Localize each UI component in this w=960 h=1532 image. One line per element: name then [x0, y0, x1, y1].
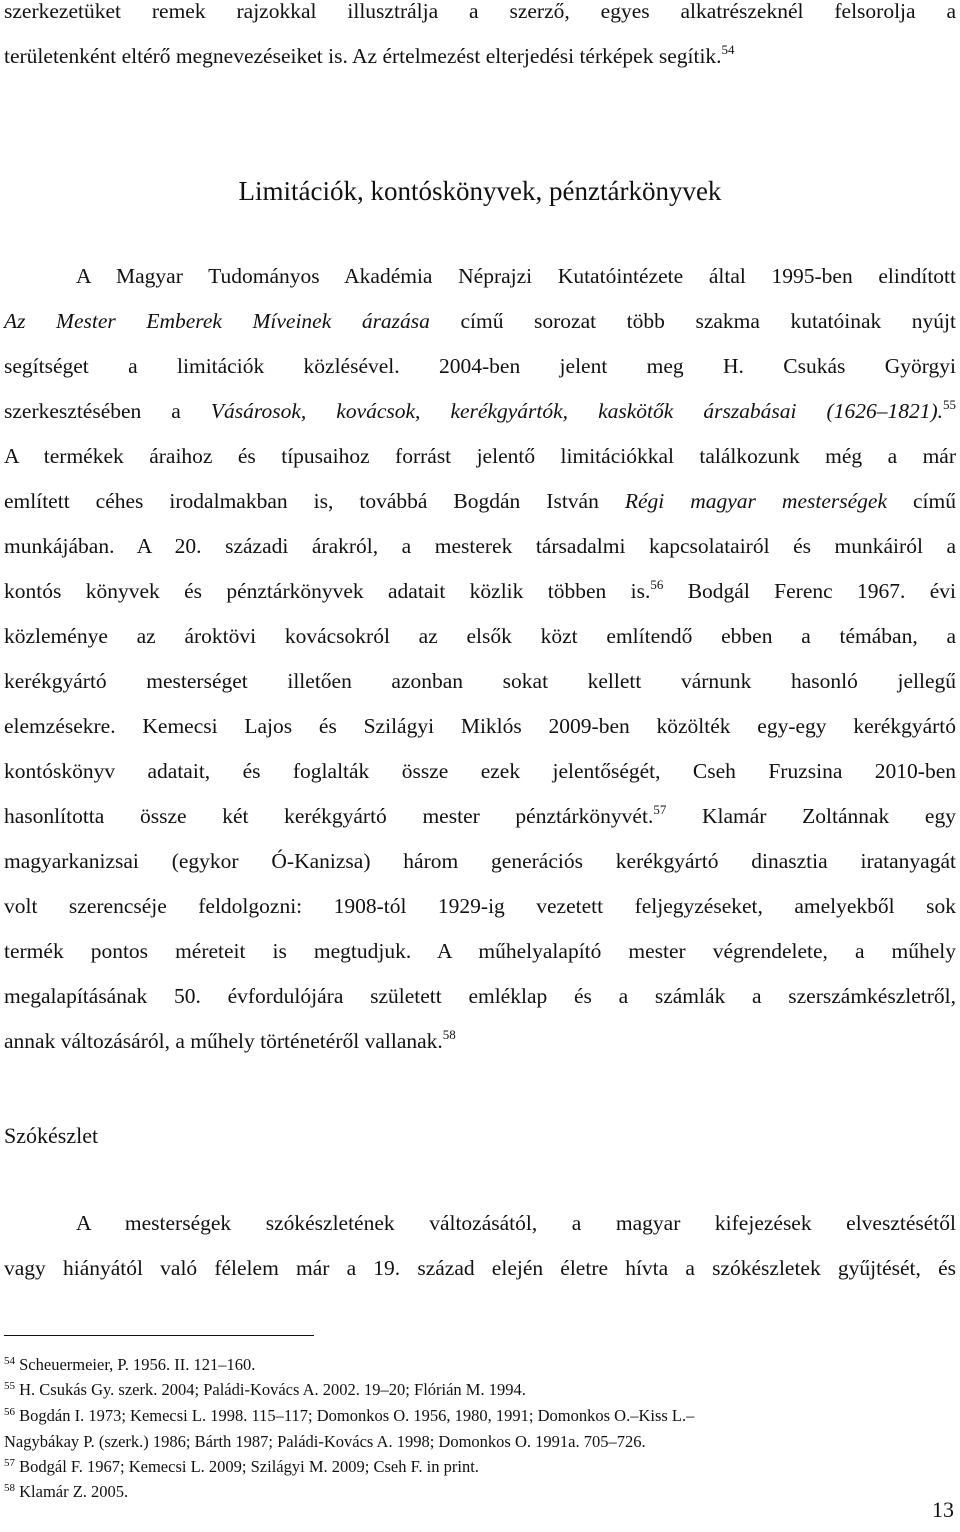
text-line: termék pontos méreteit is megtudjuk. A műhelyalapító mester végrendelete, a műhely: [4, 939, 956, 963]
text-run: Klamár Zoltánnak egy: [666, 804, 956, 828]
book-title: Vásárosok, kovácsok, kerékgyártók, kaskötők árszabásai (1626–1821).: [210, 399, 943, 423]
book-title: Régi magyar mesterségek: [624, 489, 887, 513]
body-paragraph: [4, 259, 956, 1069]
footnote-continuation: [4, 1431, 646, 1453]
footnote: [4, 1456, 479, 1478]
page-number: 13: [932, 1497, 954, 1522]
text-run: című: [887, 489, 956, 513]
text-run: kontós könyvek és pénztárkönyvek adatait közlik többen is.: [4, 579, 651, 603]
text-line: szerkezetüket remek rajzokkal illusztrálja a szerző, egyes alkatrészeknél felsorolja a: [4, 0, 956, 23]
text-line: [4, 799, 956, 844]
text-run: annak változásáról, a műhely történetéről vallanak.: [4, 1029, 443, 1053]
text-run: említett céhes irodalmakban is, továbbá Bogdán István: [4, 489, 625, 513]
text-line: [4, 1024, 956, 1069]
footnote-number: 57: [4, 1457, 15, 1469]
text-line: A Magyar Tudományos Akadémia Néprajzi Kutatóintézete által 1995-ben elindított: [76, 264, 956, 288]
text-line: elemzésekre. Kemecsi Lajos és Szilágyi Miklós 2009-ben közölték egy-egy kerékgyártó: [4, 714, 956, 738]
text-line: [4, 484, 956, 529]
footnote-text: Nagybákay P. (szerk.) 1986; Bárth 1987; Paládi-Kovács A. 1998; Domonkos O. 1991a. 705–726.: [4, 1432, 646, 1451]
footnote-number: 54: [4, 1355, 15, 1367]
text-line: vagy hiányától való félelem már a 19. század elején életre hívta a szókészletek gyűjtését, és: [4, 1256, 956, 1280]
footnote: [4, 1481, 128, 1503]
footnote-text: Klamár Z. 2005.: [19, 1482, 129, 1501]
text-line: volt szerencséje feldolgozni: 1908-tól 1929-ig vezetett feljegyzéseket, amelyekből sok: [4, 894, 956, 918]
text-run: Bodgál Ferenc 1967. évi: [663, 579, 956, 603]
footnote-ref: 58: [442, 1027, 456, 1042]
footnote-text: H. Csukás Gy. szerk. 2004; Paládi-Kovács A. 2002. 19–20; Flórián M. 1994.: [19, 1380, 526, 1399]
text-line: kerékgyártó mesterséget illetően azonban sokat kellett várnunk hasonló jellegű: [4, 669, 956, 693]
text-line: segítséget a limitációk közlésével. 2004-ben jelent meg H. Csukás Györgyi: [4, 354, 956, 378]
footnote-ref: 56: [650, 577, 664, 592]
intro-paragraph: [4, 0, 956, 84]
text-run: területenként eltérő megnevezéseiket is. Az értelmezést elterjedési térképek segítik.: [4, 44, 722, 68]
text-line: közleménye az ároktövi kovácsokról az elsők közt említendő ebben a témában, a: [4, 624, 956, 648]
footnote-number: 58: [4, 1482, 15, 1494]
footnote-text: Scheuermeier, P. 1956. II. 121–160.: [19, 1355, 256, 1374]
footnote-number: 56: [4, 1406, 15, 1418]
footnote-ref: 57: [653, 802, 667, 817]
footnote-text: Bogdán I. 1973; Kemecsi L. 1998. 115–117; Domonkos O. 1956, 1980, 1991; Domonkos O.–Kiss L.–: [19, 1406, 695, 1425]
text-line: kontóskönyv adatait, és foglalták össze ezek jelentőségét, Cseh Fruzsina 2010-ben: [4, 759, 956, 783]
footnote-number: 55: [4, 1380, 15, 1392]
text-run: szerkesztésében a: [4, 399, 211, 423]
footnote: [4, 1379, 526, 1401]
body-paragraph: [4, 1206, 956, 1296]
subheading: Szókészlet: [4, 1123, 99, 1148]
text-line: munkájában. A 20. századi árakról, a mesterek társadalmi kapcsolatairól és munkáiról a: [4, 534, 956, 558]
book-title: Az Mester Emberek Míveinek árazása: [4, 309, 430, 333]
text-run: című sorozat több szakma kutatóinak nyújt: [429, 309, 956, 333]
footnote-ref: 54: [721, 42, 735, 57]
text-run: hasonlította össze két kerékgyártó mester pénztárkönyvét.: [4, 804, 654, 828]
text-line: [4, 39, 956, 84]
footnote-separator: [4, 1335, 314, 1336]
text-line: [4, 394, 956, 439]
text-line: A termékek áraihoz és típusaihoz forrást jelentő limitációkkal találkozunk még a már: [4, 444, 956, 468]
footnote-text: Bodgál F. 1967; Kemecsi L. 2009; Szilágyi M. 2009; Cseh F. in print.: [19, 1457, 479, 1476]
text-line: A mesterségek szókészletének változásától, a magyar kifejezések elvesztésétől: [76, 1211, 956, 1235]
text-line: [4, 304, 956, 349]
footnote: [4, 1405, 694, 1427]
text-line: megalapításának 50. évfordulójára született emléklap és a számlák a szerszámkészletről,: [4, 984, 956, 1008]
footnote: [4, 1354, 255, 1376]
footnote-ref: 55: [943, 397, 956, 412]
section-title: Limitációk, kontóskönyvek, pénztárkönyvek: [238, 176, 722, 206]
text-line: [4, 574, 956, 619]
text-line: magyarkanizsai (egykor Ó-Kanizsa) három generációs kerékgyártó dinasztia iratanyagát: [4, 849, 956, 873]
